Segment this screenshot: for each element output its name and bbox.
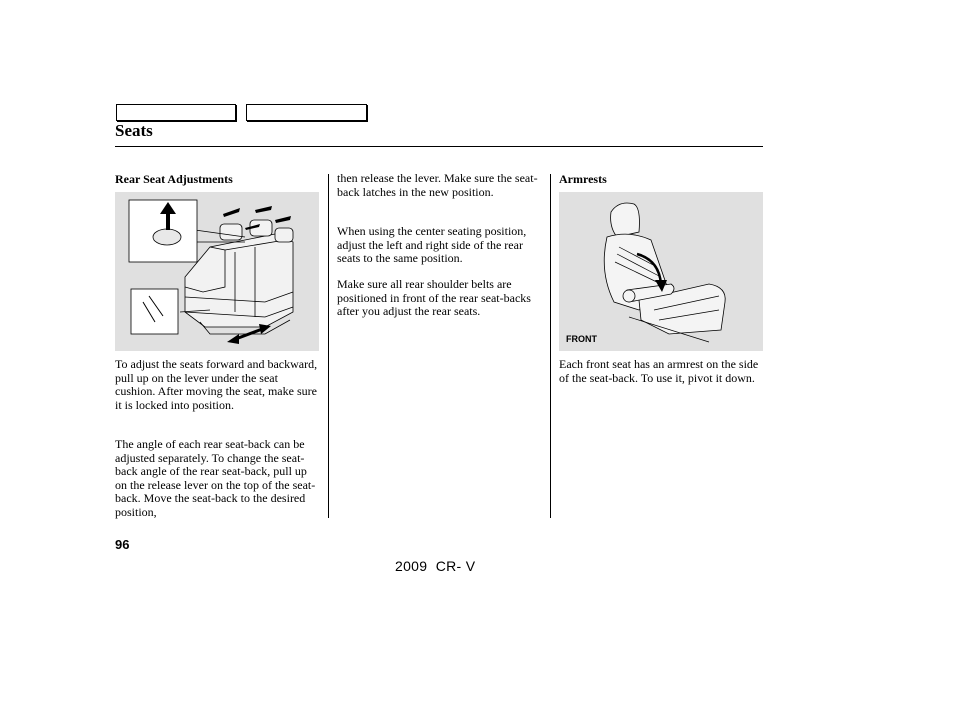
- paragraph-middle-1: then release the lever. Make sure the seat-back latches in the new position.: [337, 171, 538, 199]
- figure-label-front: FRONT: [566, 334, 597, 344]
- header-tab-2: [246, 104, 367, 121]
- paragraph-rear-2: The angle of each rear seat-back can be adjusted separately. To change the seat-back angle of the rear seat-back, pull up on the release lever on the top of the seat-back. Move the seat-back to the desired position,: [115, 437, 316, 519]
- page-number: 96: [115, 537, 130, 552]
- title-rule: [115, 146, 763, 147]
- paragraph-middle-3: Make sure all rear shoulder belts are positioned in front of the rear seat-backs after you adjust the rear seats.: [337, 277, 531, 318]
- paragraph-rear-1: To adjust the seats forward and backward, pull up on the lever under the seat cushion. After moving the seat, make sure it is locked into position.: [115, 357, 318, 412]
- paragraph-armrests-1: Each front seat has an armrest on the side of the seat-back. To use it, pivot it down.: [559, 357, 759, 385]
- page-title: Seats: [115, 121, 153, 140]
- section-heading-rear-seat: Rear Seat Adjustments: [115, 172, 233, 186]
- footer-model: 2009 CR- V: [395, 558, 476, 574]
- paragraph-middle-2: When using the center seating position, adjust the left and right side of the rear seats to the same position.: [337, 224, 527, 265]
- rear-seat-illustration: [115, 192, 319, 351]
- column-divider-1: [328, 174, 329, 518]
- armrest-figure: [559, 192, 763, 351]
- rear-seat-figure: [115, 192, 319, 351]
- column-divider-2: [550, 174, 551, 518]
- header-tab-1: [116, 104, 236, 121]
- armrest-illustration: [559, 192, 763, 351]
- section-heading-armrests: Armrests: [559, 172, 607, 186]
